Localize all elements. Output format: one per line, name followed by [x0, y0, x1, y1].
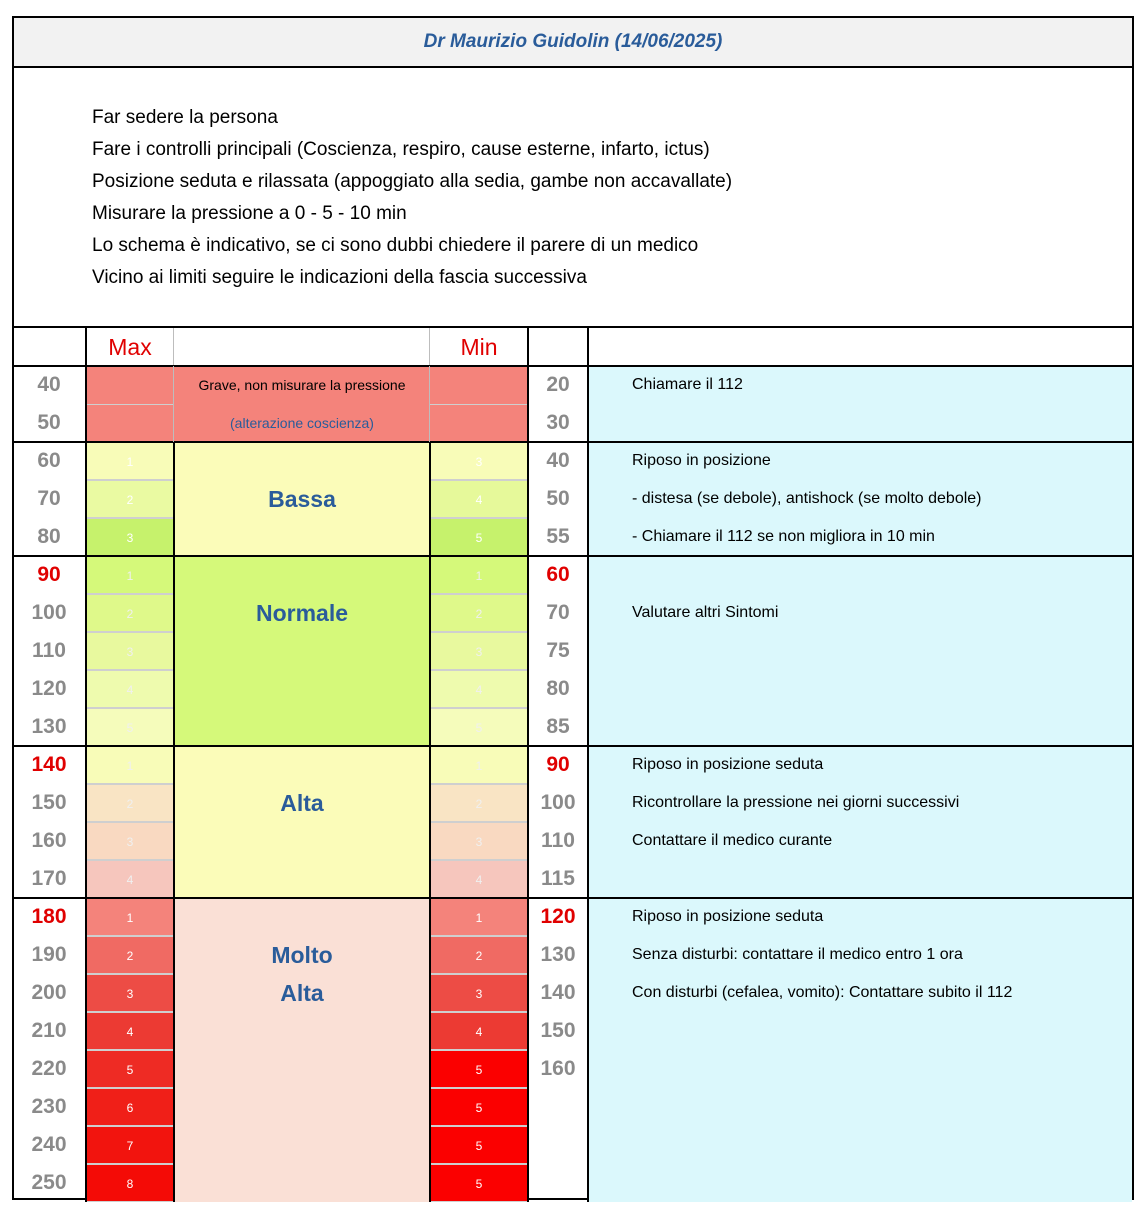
note-line: Chiamare il 112 — [632, 376, 743, 393]
band-normale — [174, 556, 430, 746]
min-value: 40 — [546, 449, 570, 472]
max-value: 210 — [31, 1019, 67, 1042]
min-level-cell: 3 — [430, 974, 528, 1012]
max-value: 170 — [31, 867, 67, 890]
min-value: 100 — [540, 791, 576, 814]
max-level-cell: 2 — [86, 784, 174, 822]
min-level-cell: 5 — [430, 708, 528, 746]
min-level-cell: 3 — [430, 822, 528, 860]
min-level-cell: 3 — [430, 632, 528, 670]
min-value: 140 — [540, 981, 576, 1004]
instruction-item: Posizione seduta e rilassata (appoggiato alla sedia, gambe non accavallate) — [92, 171, 733, 192]
min-value: 115 — [541, 867, 575, 890]
max-value: 190 — [31, 943, 67, 966]
note-line: - distesa (se debole), antishock (se molto debole) — [632, 490, 982, 507]
min-value: 160 — [540, 1057, 576, 1080]
min-level-cell: 5 — [430, 1050, 528, 1088]
note-line: Valutare altri Sintomi — [632, 604, 779, 621]
max-value: 120 — [31, 677, 67, 700]
instruction-item: Vicino ai limiti seguire le indicazioni della fascia successiva — [92, 267, 587, 288]
min-level-cell: 5 — [430, 518, 528, 556]
min-value: 120 — [540, 905, 576, 928]
min-value: 110 — [541, 829, 575, 852]
max-value: 80 — [37, 525, 61, 548]
max-level-cell: 1 — [86, 746, 174, 784]
divider — [14, 326, 1132, 328]
min-level-cell: 1 — [430, 898, 528, 936]
min-value: 90 — [546, 753, 570, 776]
band-label-bassa: Bassa — [268, 486, 336, 512]
max-level-cell: 5 — [86, 708, 174, 746]
blood-pressure-sheet — [12, 16, 1134, 1200]
max-level-cell: 2 — [86, 594, 174, 632]
max-level-cell: 3 — [86, 822, 174, 860]
grave-separator — [86, 404, 174, 405]
min-value: 30 — [546, 411, 570, 434]
max-level-cell: 2 — [86, 480, 174, 518]
note-line: Ricontrollare la pressione nei giorni successivi — [632, 794, 960, 811]
grid-line — [85, 328, 87, 1202]
max-level-cell: 7 — [86, 1126, 174, 1164]
max-value: 140 — [31, 753, 67, 776]
max-level-cell: 6 — [86, 1088, 174, 1126]
instruction-item: Misurare la pressione a 0 - 5 - 10 min — [92, 203, 407, 224]
instructions-list — [92, 102, 732, 294]
min-value: 150 — [540, 1019, 576, 1042]
title-bar — [14, 18, 1132, 68]
note-line: - Chiamare il 112 se non migliora in 10 min — [632, 528, 935, 545]
grid-line — [173, 366, 174, 442]
grave-separator — [430, 404, 528, 405]
max-value: 250 — [31, 1171, 67, 1194]
max-value: 220 — [31, 1057, 67, 1080]
min-header: Min — [460, 334, 498, 360]
max-level-cell: 3 — [86, 518, 174, 556]
max-value: 150 — [31, 791, 67, 814]
max-value: 160 — [31, 829, 67, 852]
band-label-molto-alta: Molto — [271, 942, 333, 968]
max-value: 50 — [37, 411, 61, 434]
band-alta — [174, 746, 430, 898]
instruction-item: Fare i controlli principali (Coscienza, respiro, cause esterne, infarto, ictus) — [92, 139, 710, 160]
note-line: Senza disturbi: contattare il medico entro 1 ora — [632, 946, 963, 963]
max-value: 110 — [32, 639, 66, 662]
max-level-cell: 8 — [86, 1164, 174, 1202]
note-line: Contattare il medico curante — [632, 832, 833, 849]
max-level-cell: 4 — [86, 860, 174, 898]
grid-line — [12, 365, 1132, 367]
band-label-normale: Normale — [255, 600, 349, 626]
grid-line — [12, 555, 1132, 557]
page-title: Dr Maurizio Guidolin (14/06/2025) — [423, 31, 723, 52]
min-value: 80 — [546, 677, 570, 700]
max-level-cell: 1 — [86, 442, 174, 480]
max-value: 40 — [37, 373, 61, 396]
grave-label: Grave, non misurare la pressione — [198, 377, 406, 393]
min-level-cell: 4 — [430, 480, 528, 518]
max-level-cell: 5 — [86, 1050, 174, 1088]
min-level-cell: 1 — [430, 556, 528, 594]
max-value: 90 — [37, 563, 61, 586]
grid-line — [173, 328, 174, 366]
max-level-cell: 3 — [86, 974, 174, 1012]
max-value: 70 — [37, 487, 61, 510]
max-level-cell: 3 — [86, 632, 174, 670]
min-value: 70 — [546, 601, 570, 624]
min-value: 20 — [546, 373, 570, 396]
note-line: Riposo in posizione seduta — [632, 756, 824, 773]
band-label-alta: Alta — [280, 790, 324, 816]
min-level-cell: 3 — [430, 442, 528, 480]
grave-sublabel: (alterazione coscienza) — [230, 415, 374, 431]
note-line: Riposo in posizione — [632, 452, 771, 469]
max-level-cell: 1 — [86, 556, 174, 594]
max-value: 100 — [31, 601, 67, 624]
max-value: 180 — [31, 905, 67, 928]
min-value: 55 — [546, 525, 570, 548]
min-level-cell: 4 — [430, 670, 528, 708]
max-level-cell: 1 — [86, 898, 174, 936]
max-level-cell: 4 — [86, 670, 174, 708]
min-level-cell: 2 — [430, 936, 528, 974]
max-value: 200 — [31, 981, 67, 1004]
instruction-item: Lo schema è indicativo, se ci sono dubbi chiedere il parere di un medico — [92, 235, 699, 256]
min-value: 50 — [546, 487, 570, 510]
min-level-cell: 4 — [430, 1012, 528, 1050]
instruction-item: Far sedere la persona — [92, 107, 278, 128]
max-value: 230 — [31, 1095, 67, 1118]
min-value: 60 — [546, 563, 570, 586]
max-value: 60 — [37, 449, 61, 472]
note-line: Con disturbi (cefalea, vomito): Contattare subito il 112 — [632, 984, 1013, 1001]
min-level-cell: 5 — [430, 1126, 528, 1164]
max-level-cell: 4 — [86, 1012, 174, 1050]
max-value: 130 — [31, 715, 67, 738]
band-label-molto-alta: Alta — [280, 980, 324, 1006]
min-value: 85 — [546, 715, 570, 738]
grid-line — [429, 328, 430, 366]
grid-line — [12, 897, 1132, 899]
min-value: 75 — [546, 639, 570, 662]
min-level-cell: 1 — [430, 746, 528, 784]
note-line: Riposo in posizione seduta — [632, 908, 824, 925]
max-value: 240 — [31, 1133, 67, 1156]
grid-line — [429, 442, 431, 1202]
grid-line — [587, 328, 589, 1202]
min-level-cell: 5 — [430, 1164, 528, 1202]
min-value: 130 — [540, 943, 576, 966]
grid-line — [527, 328, 529, 1202]
min-level-cell: 2 — [430, 784, 528, 822]
min-level-cell: 4 — [430, 860, 528, 898]
grid-line — [12, 441, 1132, 443]
min-level-cell: 2 — [430, 594, 528, 632]
grid-line — [12, 745, 1132, 747]
grid-line — [173, 442, 175, 1202]
max-level-cell: 2 — [86, 936, 174, 974]
min-level-cell: 5 — [430, 1088, 528, 1126]
max-header: Max — [108, 334, 152, 360]
notes-panel-normale — [588, 556, 1132, 746]
grid-line — [429, 366, 430, 442]
